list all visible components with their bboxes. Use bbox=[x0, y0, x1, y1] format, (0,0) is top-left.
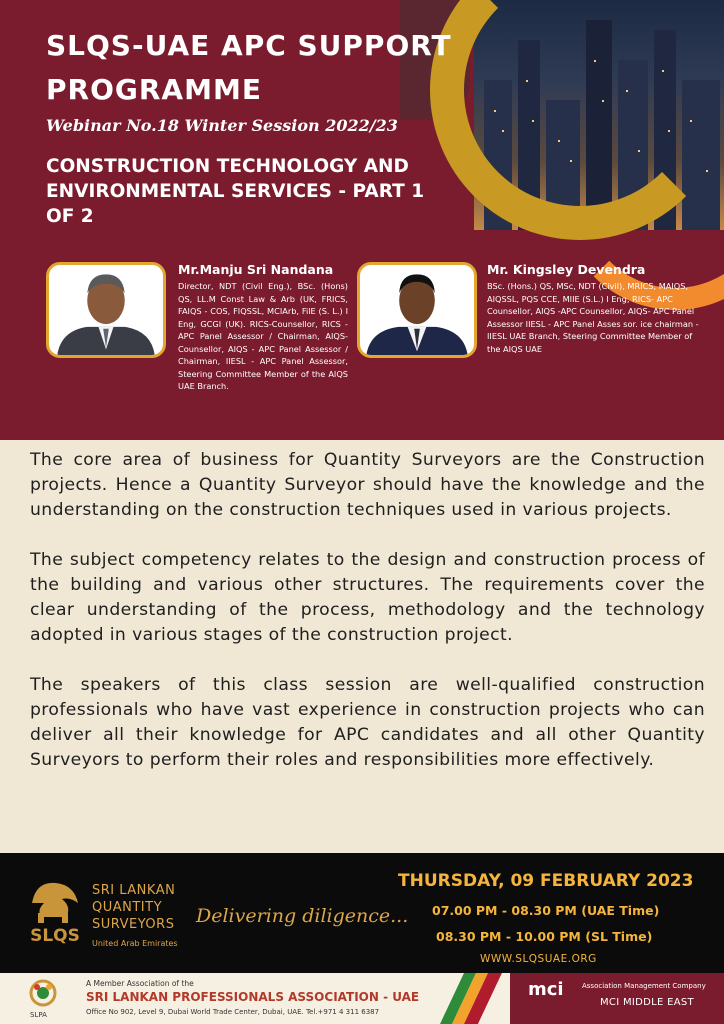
member-line: A Member Association of the bbox=[86, 979, 194, 988]
slqs-lion-logo bbox=[22, 873, 88, 945]
tagline: Delivering diligence... bbox=[196, 905, 409, 927]
website-link[interactable]: WWW.SLQSUAE.ORG bbox=[480, 953, 597, 965]
webinar-label: Webinar No.18 Winter Session 2022/23 bbox=[46, 116, 398, 135]
speaker-2-name: Mr. Kingsley Devendra bbox=[487, 262, 646, 277]
event-time-sl: 08.30 PM - 10.00 PM (SL Time) bbox=[436, 929, 653, 944]
event-footer bbox=[0, 853, 724, 973]
body-paragraph-1: The core area of business for Quantity Surveyors are the Construction projects. Hence a Quantity Surveyor should have the knowledge and the understanding on the construction techniques used in various projects. bbox=[30, 450, 705, 520]
org-name-line-1: SRI LANKAN bbox=[92, 883, 176, 898]
speaker-2-photo bbox=[357, 262, 477, 358]
body-copy bbox=[30, 448, 705, 798]
event-time-uae: 07.00 PM - 08.30 PM (UAE Time) bbox=[432, 903, 660, 918]
mci-logo: mci bbox=[528, 979, 564, 1000]
sponsor-strip bbox=[0, 973, 724, 1024]
header-banner bbox=[0, 0, 724, 440]
slpa-label: SLPA bbox=[30, 1011, 47, 1019]
event-date: THURSDAY, 09 FEBRUARY 2023 bbox=[398, 871, 694, 891]
office-address: Office No 902, Level 9, Dubai World Trade Center, Dubai, UAE. Tel.+971 4 311 6387 bbox=[86, 1008, 380, 1016]
slqs-logo-text: SLQS bbox=[30, 926, 80, 945]
org-country: United Arab Emirates bbox=[92, 939, 178, 948]
speaker-1-name: Mr.Manju Sri Nandana bbox=[178, 262, 334, 277]
page-title: SLQS-UAE APC SUPPORT PROGRAMME bbox=[46, 29, 452, 106]
speaker-2-bio: BSc. (Hons.) QS, MSc, NDT (Civil), MRICS, MAIQS, AIQSSL, PQS CCE, MIIE (S.L.) I Eng, RICS- APC Counsellor, AIQS -APC Counsellor, AIQS- APC Panel Assessor IIESL - APC Panel Asses sor. ice chairman - IIESL UAE Branch, Steering Committee Member of the AIQS UAE bbox=[487, 281, 699, 354]
body-paragraph-2: The subject competency relates to the design and construction process of the building and various other structures. The requirements cover the clear understanding of the process, methodology and the technology adopted in various stages of the construction project. bbox=[30, 550, 705, 645]
mci-name: MCI MIDDLE EAST bbox=[600, 997, 694, 1008]
body-paragraph-3: The speakers of this class session are well-qualified construction professionals who have vast experience in construction projects who can deliver all their knowledge for APC candidates and all other Quantity Surveyors to perform their roles and responsibilities more effectively. bbox=[30, 675, 705, 770]
speaker-1-bio: Director, NDT (Civil Eng.), BSc. (Hons) QS, LL.M Const Law & Arb (UK, FRICS, FAIQS - COS, FIQSSL, MCIArb, FilE (S. L.) I Eng, GCGI (UK). RICS-Counsellor, RICS - APC Panel Assessor / Chairman, AIQS-Counsellor, AIQS - APC Panel Assessor / Chairman, IIESL - APC Panel Assessor, Steering Committee Member of the AIQS UAE Branch. bbox=[178, 281, 348, 391]
org-name-line-3: SURVEYORS bbox=[92, 917, 175, 932]
session-subtitle: CONSTRUCTION TECHNOLOGY AND ENVIRONMENTAL SERVICES - PART 1 OF 2 bbox=[46, 156, 425, 227]
association-name: SRI LANKAN PROFESSIONALS ASSOCIATION - UAE bbox=[86, 990, 420, 1004]
mci-caption: Association Management Company bbox=[582, 982, 706, 990]
speaker-1-photo bbox=[46, 262, 166, 358]
org-name-line-2: QUANTITY bbox=[92, 900, 163, 915]
